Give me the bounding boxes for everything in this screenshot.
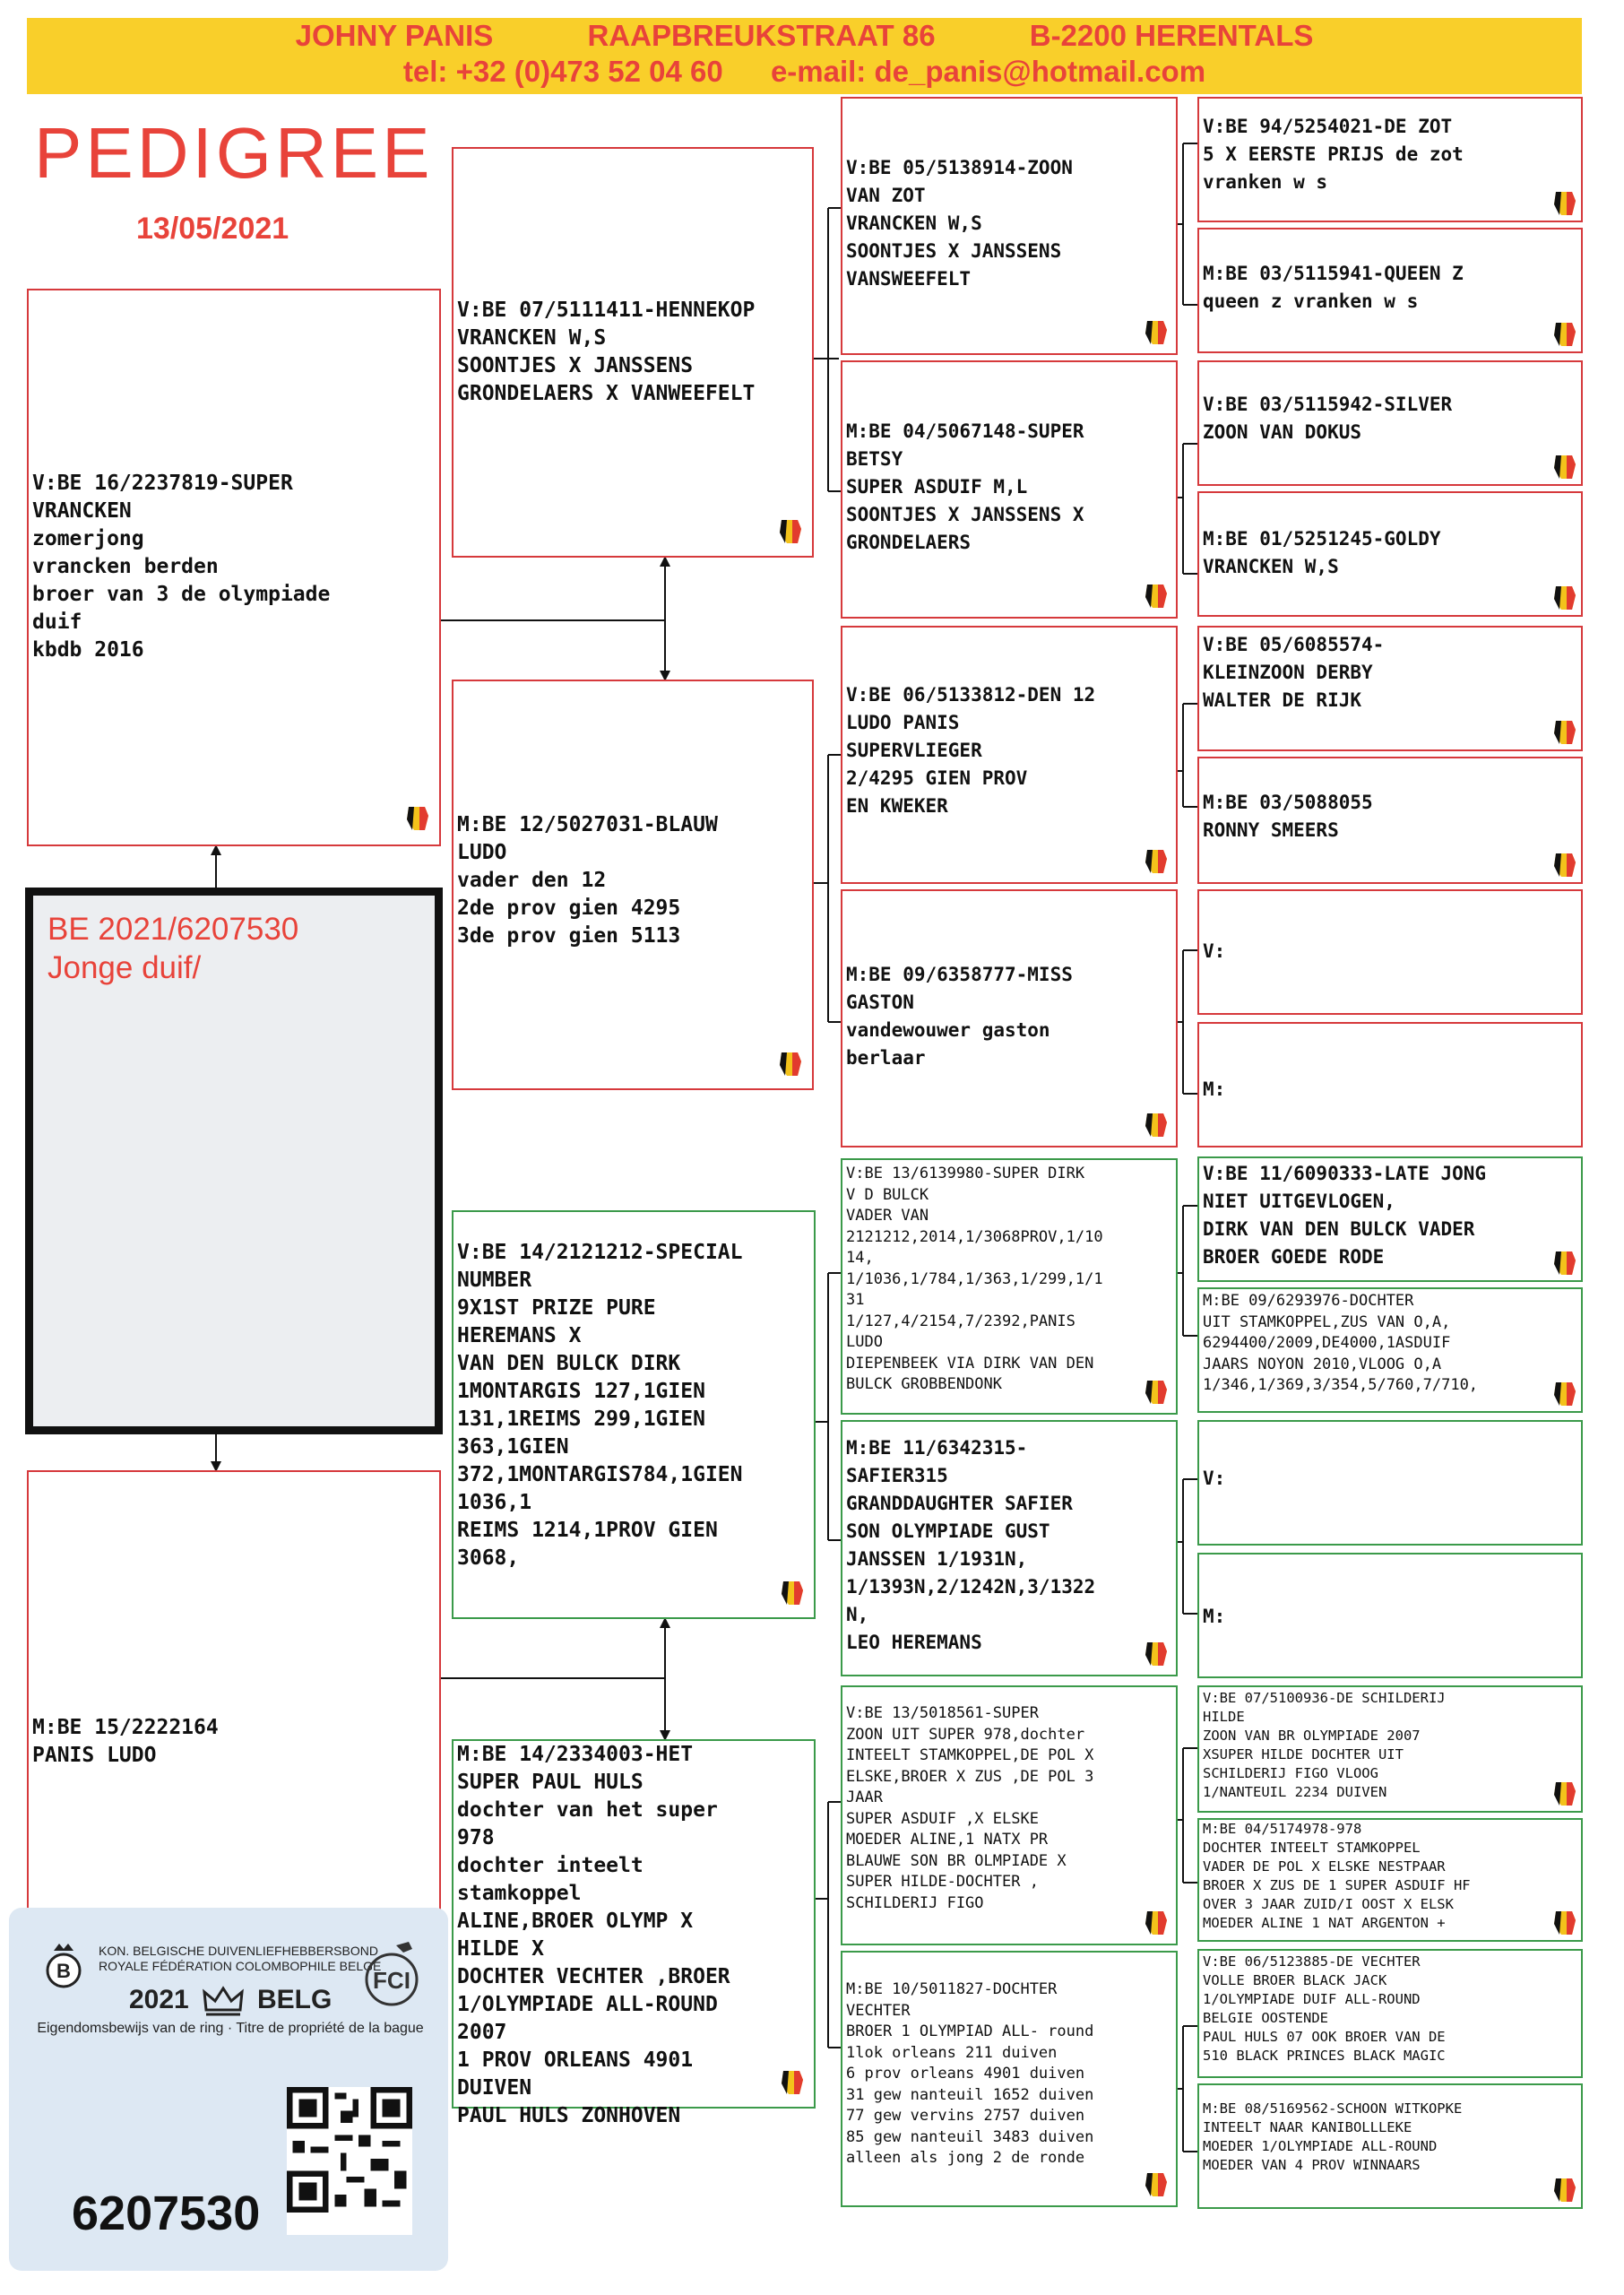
- gen4-box-5[interactable]: [1197, 626, 1583, 751]
- gen3-box-8[interactable]: [841, 1951, 1178, 2207]
- gen4-box-12[interactable]: [1197, 1553, 1583, 1678]
- gen4-text-8: M:: [1203, 1078, 1226, 1100]
- pigeon-ring-number: BE 2021/6207530: [48, 912, 299, 947]
- gen4-text-3: V:BE 03/5115942-SILVER ZOON VAN DOKUS: [1203, 394, 1453, 443]
- belgium-flag-icon: [1549, 850, 1579, 880]
- gen4-box-14[interactable]: [1197, 1818, 1583, 1942]
- gen4-box-15[interactable]: [1197, 1949, 1583, 2078]
- belgium-flag-icon: [1140, 317, 1170, 348]
- belgium-flag-icon: [1140, 581, 1170, 611]
- gen4-box-13[interactable]: [1197, 1685, 1583, 1813]
- breeder-email[interactable]: e-mail: de_panis@hotmail.com: [770, 55, 1206, 88]
- gen4-text-6: M:BE 03/5088055 RONNY SMEERS: [1203, 792, 1373, 841]
- belgium-flag-icon: [776, 2067, 807, 2098]
- belgium-flag-icon: [1140, 846, 1170, 877]
- belgium-flag-icon: [1549, 583, 1579, 613]
- pigeon-photo-box: [25, 888, 443, 1434]
- dam-dam-box[interactable]: [452, 1739, 816, 2127]
- belgium-flag-icon: [776, 1578, 807, 1608]
- gen3-text-6: M:BE 11/6342315- SAFIER315 GRANDDAUGHTER SAFIER SON OLYMPIADE GUST JANSSEN 1/1931N, 1/1393N,2/1242N,3/1322 N, LEO HEREMANS: [846, 1437, 1096, 1653]
- belgium-flag-icon: [774, 516, 805, 547]
- gen4-text-7: V:: [1203, 940, 1226, 962]
- gen4-text-11: V:: [1203, 1468, 1226, 1489]
- gen4-text-14: M:BE 04/5174978-978 DOCHTER INTEELT STAMKOPPEL VADER DE POL X ELSKE NESTPAAR BROER X ZUS DE 1 SUPER ASDUIF HF OVER 3 JAAR ZUID/I OOST X ELSK MOEDER ALINE 1 NAT ARGENTON +: [1203, 1821, 1471, 1931]
- ownership-label: Eigendomsbewijs van de ring · Titre de propriété de la bague: [37, 2021, 424, 2036]
- sire-dam-box[interactable]: [452, 680, 814, 1090]
- belgium-flag-icon: [1549, 1779, 1579, 1809]
- gen4-box-6[interactable]: [1197, 757, 1583, 884]
- belgium-flag-icon: [774, 1049, 805, 1079]
- gen4-text-1: V:BE 94/5254021-DE ZOT 5 X EERSTE PRIJS de zot vranken w s: [1203, 116, 1464, 193]
- breeder-city: B-2200 HERENTALS: [1029, 19, 1314, 52]
- federation-logo-icon: [41, 1938, 86, 1992]
- gen3-text-5: V:BE 13/6139980-SUPER DIRK V D BULCK VADER VAN 2121212,2014,1/3068PROV,1/10 14, 1/1036,1/784,1/363,1/299,1/1 31 1/127,4/2154,7/2392,PANIS LUDO DIEPENBEEK VIA DIRK VAN DEN BULCK GROBBENDONK: [846, 1165, 1103, 1393]
- gen4-text-13: V:BE 07/5100936-DE SCHILDERIJ HILDE ZOON VAN BR OLYMPIADE 2007 XSUPER HILDE DOCHTER UIT SCHILDERIJ FIGO VLOOG 1/NANTEUIL 2234 DUIVEN: [1203, 1690, 1446, 1800]
- belgium-flag-icon: [1549, 1908, 1579, 1938]
- dam-sire-text: V:BE 14/2121212-SPECIAL NUMBER 9X1ST PRIZE PURE HEREMANS X VAN DEN BULCK DIRK 1MONTARGIS 127,1GIEN 131,1REIMS 299,1GIEN 363,1GIEN 372,1MONTARGIS784,1GIEN 1036,1 REIMS 1214,1PROV GIEN 3068,: [457, 1241, 743, 1570]
- dam-sire-box[interactable]: [452, 1210, 816, 1619]
- gen3-box-2[interactable]: [841, 360, 1178, 619]
- federation-name-nl: KON. BELGISCHE DUIVENLIEFHEBBERSBOND: [99, 1944, 378, 1958]
- svg-text:FCI: FCI: [373, 1967, 410, 1994]
- belgium-flag-icon: [1549, 1379, 1579, 1409]
- dam-dam-text: M:BE 14/2334003-HET SUPER PAUL HULS dochter van het super 978 dochter inteelt stamkoppel ALINE,BROER OLYMP X HILDE X DOCHTER VECHTER ,BROER 1/OLYMPIADE ALL-ROUND 2007 1 PROV ORLEANS 4901 DUIVEN PAUL HULS ZONHOVEN: [457, 1743, 730, 2127]
- gen4-text-12: M:: [1203, 1606, 1226, 1627]
- belgium-flag-icon: [1549, 452, 1579, 482]
- gen4-text-5: V:BE 05/6085574- KLEINZOON DERBY WALTER DE RIJK: [1203, 634, 1385, 711]
- belgium-flag-icon: [1549, 2175, 1579, 2205]
- gen4-box-10[interactable]: [1197, 1287, 1583, 1413]
- belgium-flag-icon: [1549, 717, 1579, 748]
- belgium-flag-icon: [1140, 1110, 1170, 1140]
- svg-text:B: B: [56, 1960, 71, 1982]
- gen4-text-9: V:BE 11/6090333-LATE JONG NIET UITGEVLOGEN, DIRK VAN DEN BULCK VADER BROER GOEDE RODE: [1203, 1163, 1487, 1268]
- federation-name-fr: ROYALE FÉDÉRATION COLOMBOPHILE BELGE: [99, 1959, 382, 1973]
- ring-country: BELG: [257, 1985, 333, 2014]
- belgium-flag-icon: [1549, 188, 1579, 219]
- pigeon-label: Jonge duif/: [48, 950, 202, 985]
- gen4-text-15: V:BE 06/5123885-DE VECHTER VOLLE BROER BLACK JACK 1/OLYMPIADE DUIF ALL-ROUND BELGIE OOSTENDE PAUL HULS 07 OOK BROER VAN DE 510 BLACK PRINCES BLACK MAGIC: [1203, 1953, 1446, 2064]
- belgium-flag-icon: [1140, 1377, 1170, 1407]
- gen3-box-4[interactable]: [841, 889, 1178, 1148]
- gen3-text-8: M:BE 10/5011827-DOCHTER VECHTER BROER 1 OLYMPIAD ALL- round 1lok orleans 211 duiven 6 prov orleans 4901 duiven 31 gew nanteuil 1652 duiven 77 gew vervins 2757 duiven 85 gew nanteuil 3483 duiven alleen als jong 2 de ronde: [846, 1980, 1094, 2167]
- mother-box[interactable]: [27, 1470, 441, 1918]
- ring-card-number: 6207530: [72, 2187, 261, 2240]
- belgium-flag-icon: [1140, 1908, 1170, 1938]
- gen3-box-1[interactable]: [841, 97, 1178, 355]
- sire-sire-text: V:BE 07/5111411-HENNEKOP VRANCKEN W,S SOONTJES X JANSSENS GRONDELAERS X VANWEEFELT: [457, 299, 756, 405]
- gen4-box-3[interactable]: [1197, 360, 1583, 486]
- father-box[interactable]: [27, 289, 441, 846]
- sire-dam-text: M:BE 12/5027031-BLAUW LUDO vader den 12 2de prov gien 4295 3de prov gien 5113: [457, 813, 718, 948]
- ring-year: 2021: [129, 1985, 189, 2014]
- gen3-text-2: M:BE 04/5067148-SUPER BETSY SUPER ASDUIF M,L SOONTJES X JANSSENS X GRONDELAERS: [846, 420, 1084, 553]
- gen4-box-4[interactable]: [1197, 491, 1583, 617]
- gen4-box-11[interactable]: [1197, 1420, 1583, 1546]
- gen4-box-7[interactable]: [1197, 889, 1583, 1015]
- gen4-box-8[interactable]: [1197, 1022, 1583, 1148]
- sire-sire-box[interactable]: [452, 147, 814, 558]
- federation-name: [99, 1944, 381, 1974]
- belgium-flag-icon: [1140, 1639, 1170, 1669]
- gen4-text-16: M:BE 08/5169562-SCHOON WITKOPKE INTEELT NAAR KANIBOLLLEKE MOEDER 1/OLYMPIADE ALL-ROUND MOEDER VAN 4 PROV WINNAARS: [1203, 2100, 1463, 2173]
- gen3-text-3: V:BE 06/5133812-DEN 12 LUDO PANIS SUPERVLIEGER 2/4295 GIEN PROV EN KWEKER: [846, 684, 1096, 817]
- gen4-text-2: M:BE 03/5115941-QUEEN Z queen z vranken w s: [1203, 263, 1464, 312]
- breeder-phone: tel: +32 (0)473 52 04 60: [402, 55, 723, 88]
- pedigree-date: 13/05/2021: [136, 212, 289, 246]
- crown-icon: [201, 1983, 246, 2019]
- gen4-box-1[interactable]: [1197, 97, 1583, 222]
- gen4-box-9[interactable]: [1197, 1156, 1583, 1282]
- gen3-text-1: V:BE 05/5138914-ZOON VAN ZOT VRANCKEN W,S SOONTJES X JANSSENS VANSWEEFELT: [846, 157, 1073, 290]
- mother-text: M:BE 15/2222164 PANIS LUDO: [32, 1716, 219, 1767]
- gen4-text-10: M:BE 09/6293976-DOCHTER UIT STAMKOPPEL,ZUS VAN O,A, 6294400/2009,DE4000,1ASDUIF JAARS NOYON 2010,VLOOG O,A 1/346,1/369,3/354,5/760,7/710,: [1203, 1292, 1479, 1394]
- gen3-text-4: M:BE 09/6358777-MISS GASTON vandewouwer gaston berlaar: [846, 964, 1073, 1069]
- gen3-box-6[interactable]: [841, 1420, 1178, 1676]
- gen3-box-3[interactable]: [841, 626, 1178, 884]
- page-title: PEDIGREE: [34, 113, 434, 193]
- belgium-flag-icon: [1140, 2169, 1170, 2200]
- ring-ownership-card: [9, 1908, 448, 2271]
- fci-logo-icon: [350, 1938, 434, 2010]
- gen4-text-4: M:BE 01/5251245-GOLDY VRANCKEN W,S: [1203, 528, 1441, 577]
- gen3-text-7: V:BE 13/5018561-SUPER ZOON UIT SUPER 978,dochter INTEELT STAMKOPPEL,DE POL X ELSKE,BROER X ZUS ,DE POL 3 JAAR SUPER ASDUIF ,X ELSKE MOEDER ALINE,1 NATX PR BLAUWE SON BR OLMPIADE X SUPER HILDE-DOCHTER , SCHILDERIJ FIGO: [846, 1704, 1094, 1912]
- belgium-flag-icon: [1549, 1248, 1579, 1278]
- gen4-box-16[interactable]: [1197, 2083, 1583, 2209]
- belgium-flag-icon: [402, 803, 432, 834]
- belgium-flag-icon: [1549, 319, 1579, 350]
- breeder-street: RAAPBREUKSTRAAT 86: [587, 19, 936, 52]
- father-text: V:BE 16/2237819-SUPER VRANCKEN zomerjong vrancken berden broer van 3 de olympiade duif kbdb 2016: [32, 472, 331, 662]
- breeder-name: JOHNY PANIS: [295, 19, 494, 52]
- qr-code-icon: [287, 2087, 412, 2235]
- gen3-box-7[interactable]: [841, 1685, 1178, 1945]
- gen3-box-5[interactable]: [841, 1158, 1178, 1415]
- gen4-box-2[interactable]: [1197, 228, 1583, 353]
